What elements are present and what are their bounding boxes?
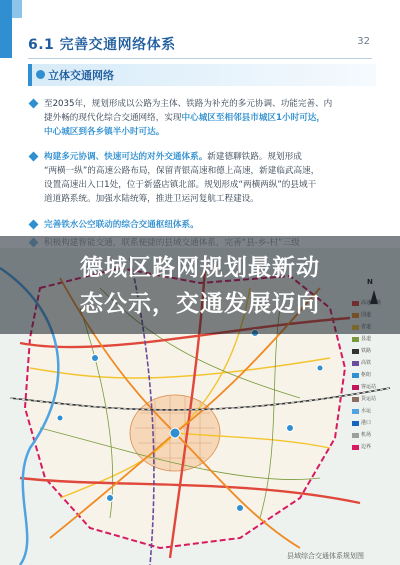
legend-item [352, 408, 382, 416]
legend-swatch [352, 373, 359, 378]
legend-label: 客运站 [361, 384, 377, 390]
legend-swatch [352, 337, 359, 342]
diamond-bullet-icon [29, 99, 39, 109]
legend-item [352, 420, 382, 428]
bullet-heading: 构建多元协调、快速可达的对外交通体系。 [44, 152, 208, 162]
headline-line-2: 态公示，交通发展迈向 [80, 291, 320, 317]
legend-item [352, 384, 382, 392]
legend-label: 水运 [361, 408, 372, 414]
legend-label: 枢纽 [361, 372, 372, 378]
bullet-hub-system [30, 218, 370, 232]
bullet-2035-goal [30, 97, 370, 139]
legend-item [352, 360, 382, 368]
legend-swatch [352, 397, 359, 402]
diamond-bullet-icon [29, 152, 39, 162]
legend-swatch [352, 433, 359, 438]
bullet-line: 构建多元协调、快速可达的对外交通体系。新建德聊铁路。规划形成 [44, 152, 302, 162]
bullet-line: 至2035年，规划形成以公路为主体、铁路为补充的多元协调、功能完善、内 [44, 99, 333, 109]
legend-item [352, 336, 382, 344]
map-caption: 县域综合交通体系规划图 [287, 552, 364, 560]
legend-label: 高铁 [361, 360, 372, 366]
legend-item [352, 432, 382, 440]
bullet-line: 捷外畅的现代化综合交通网络，实现中心城区至相邻县市城区1小时可达， [44, 113, 325, 123]
bullet-line: 中心城区到各乡镇半小时可达。 [44, 127, 165, 137]
legend-swatch [352, 409, 359, 414]
legend-label: 机场 [361, 432, 372, 438]
page-number: 32 [357, 36, 370, 47]
legend-swatch [352, 385, 359, 390]
bullet-line: 道道路系统。加强水陆统筹，推进卫运河复航工程建设。 [44, 194, 259, 204]
legend-label: 货运站 [361, 396, 377, 402]
bullet-line: 设置高速出入口1处，位于新盛店镇北部。规划形成“两横两纵”的县域干 [44, 180, 317, 190]
corner-decoration [0, 0, 12, 58]
legend-swatch [352, 361, 359, 366]
bullet-line: “两横一纵”的高速公路布局，保留青银高速和德上高速，新建临武高速， [44, 166, 320, 176]
legend-swatch [352, 421, 359, 426]
legend-label: 县道 [361, 336, 372, 342]
header-rule [28, 58, 372, 59]
bullet-external-transport [30, 150, 370, 206]
subsection-dot-icon [36, 70, 45, 79]
headline-line-1: 德城区路网规划最新动 [80, 255, 320, 281]
subsection-label: 立体交通网络 [48, 69, 114, 82]
headline [0, 250, 400, 322]
bullet-heading: 完善铁水公空联动的综合交通枢纽体系。 [44, 220, 199, 230]
legend-label: 铁路 [361, 348, 372, 354]
legend-label: 边界 [361, 444, 372, 450]
legend-swatch [352, 445, 359, 450]
legend-item [352, 348, 382, 356]
legend-swatch [352, 349, 359, 354]
diamond-bullet-icon [29, 220, 39, 230]
section-title: 6.1 完善交通网络体系 [28, 37, 176, 53]
legend-item [352, 396, 382, 404]
legend-item [352, 372, 382, 380]
bullet-highlight: 中心城区至相邻县市城区1小时可达， [181, 113, 325, 123]
legend-label: 港口 [361, 420, 372, 426]
legend-item [352, 444, 382, 452]
